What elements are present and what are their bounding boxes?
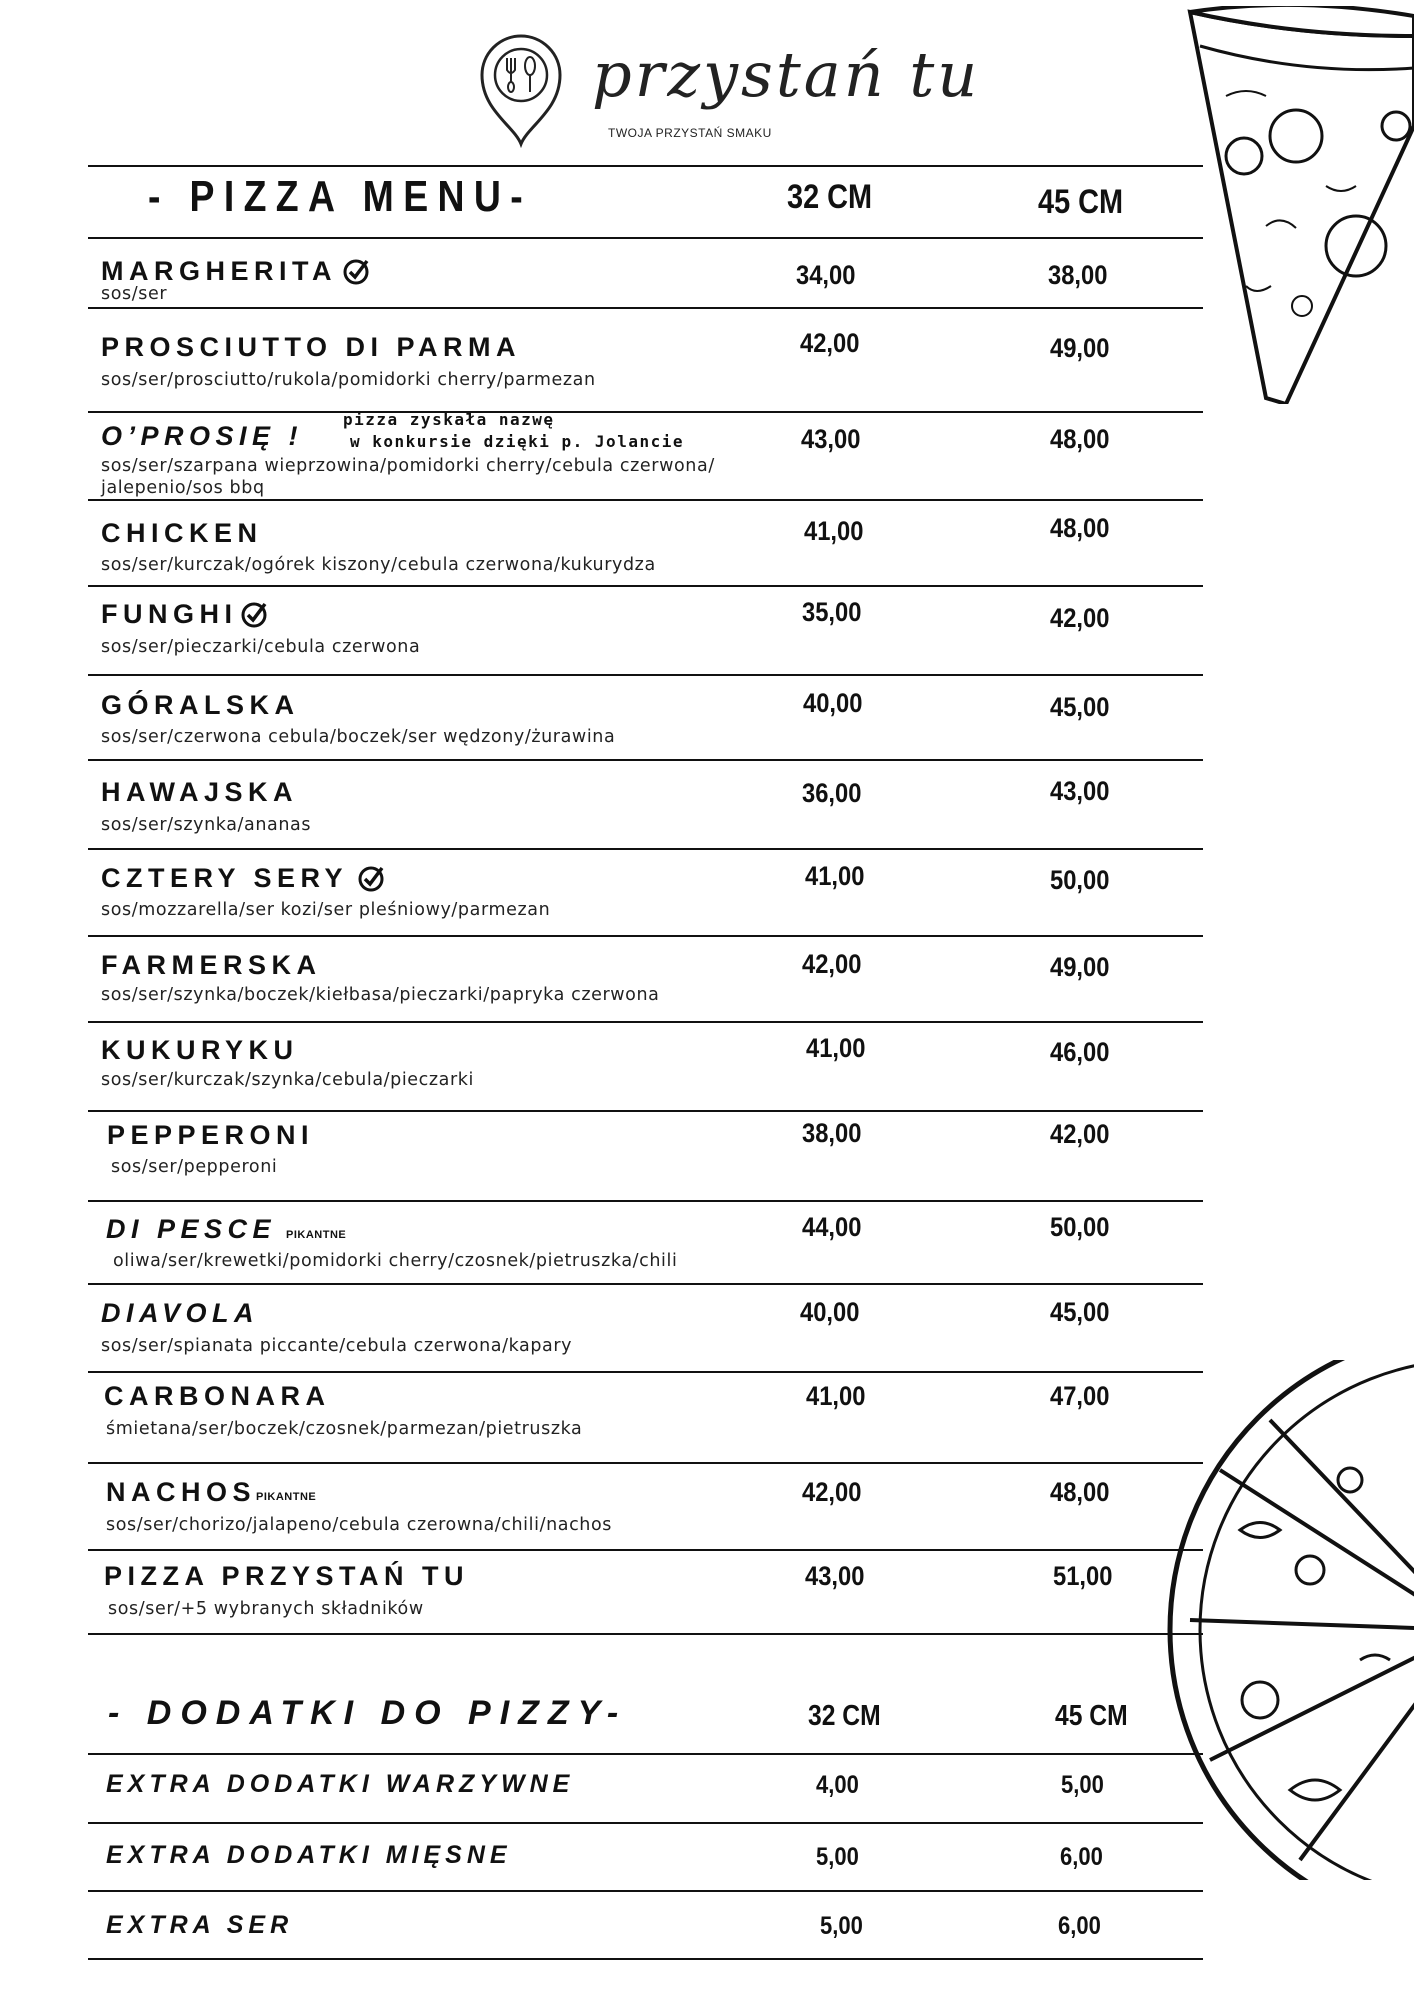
spicy-badge: PIKANTNE xyxy=(256,1491,317,1503)
divider xyxy=(88,1021,1203,1023)
price-32cm: 5,00 xyxy=(816,1843,859,1871)
price-32cm: 35,00 xyxy=(802,597,862,627)
item-name: HAWAJSKA xyxy=(101,777,299,807)
column-header-32cm: 32 CM xyxy=(787,178,873,216)
price-45cm: 43,00 xyxy=(1050,776,1110,806)
item-name: PIZZA PRZYSTAŃ TU xyxy=(104,1561,469,1591)
price-32cm: 38,00 xyxy=(802,1118,862,1148)
item-ingredients: sos/ser/kurczak/szynka/cebula/pieczarki xyxy=(101,1070,474,1090)
item-ingredients: sos/mozzarella/ser kozi/ser pleśniowy/parmezan xyxy=(101,900,551,920)
item-name: GÓRALSKA xyxy=(101,690,300,720)
extras-column-header-32cm: 32 CM xyxy=(808,1700,881,1732)
price-45cm: 42,00 xyxy=(1050,1119,1110,1149)
item-name: KUKURYKU xyxy=(101,1035,299,1065)
divider xyxy=(88,1890,1203,1892)
price-45cm: 46,00 xyxy=(1050,1037,1110,1067)
item-name: FARMERSKA xyxy=(101,950,322,980)
price-45cm: 49,00 xyxy=(1050,333,1110,363)
price-45cm: 5,00 xyxy=(1061,1771,1104,1799)
price-32cm: 34,00 xyxy=(796,260,856,290)
item-ingredients: sos/ser/+5 wybranych składników xyxy=(108,1599,424,1619)
price-45cm: 42,00 xyxy=(1050,603,1110,633)
price-45cm: 50,00 xyxy=(1050,865,1110,895)
price-32cm: 41,00 xyxy=(805,861,865,891)
item-ingredients: jalepenio/sos bbq xyxy=(101,478,265,498)
divider xyxy=(88,411,1203,413)
column-header-45cm: 45 CM xyxy=(1038,183,1124,221)
item-name: DIAVOLA xyxy=(101,1298,259,1328)
item-ingredients: sos/ser/chorizo/jalapeno/cebula czerowna/chili/nachos xyxy=(106,1515,613,1535)
item-ingredients: sos/ser/kurczak/ogórek kiszony/cebula czerwona/kukurydza xyxy=(101,555,656,575)
divider xyxy=(88,1110,1203,1112)
item-ingredients: sos/ser/szynka/boczek/kiełbasa/pieczarki/papryka czerwona xyxy=(101,985,660,1005)
price-32cm: 43,00 xyxy=(801,424,861,454)
vegetarian-check-icon xyxy=(357,865,385,893)
item-name: FUNGHI xyxy=(101,599,238,629)
item-ingredients: sos/ser xyxy=(101,284,168,304)
divider xyxy=(88,674,1203,676)
divider xyxy=(88,585,1203,587)
price-45cm: 49,00 xyxy=(1050,952,1110,982)
price-32cm: 42,00 xyxy=(802,949,862,979)
item-ingredients: śmietana/ser/boczek/czosnek/parmezan/pietruszka xyxy=(106,1419,583,1439)
item-name: PEPPERONI xyxy=(107,1120,315,1150)
divider xyxy=(88,499,1203,501)
price-45cm: 50,00 xyxy=(1050,1212,1110,1242)
item-ingredients: sos/ser/pieczarki/cebula czerwona xyxy=(101,637,421,657)
price-45cm: 45,00 xyxy=(1050,692,1110,722)
price-45cm: 6,00 xyxy=(1058,1912,1101,1940)
vegetarian-check-icon xyxy=(342,258,370,286)
vegetarian-check-icon xyxy=(240,601,268,629)
pizza-menu-title: - PIZZA MENU- xyxy=(148,172,533,221)
price-32cm: 4,00 xyxy=(816,1771,859,1799)
extras-title: - DODATKI DO PIZZY- xyxy=(108,1694,628,1732)
price-45cm: 48,00 xyxy=(1050,513,1110,543)
divider xyxy=(88,1200,1203,1202)
price-45cm: 6,00 xyxy=(1060,1843,1103,1871)
price-32cm: 40,00 xyxy=(800,1297,860,1327)
price-45cm: 38,00 xyxy=(1048,260,1108,290)
item-name: NACHOS xyxy=(106,1477,257,1507)
divider xyxy=(88,935,1203,937)
item-name: DI PESCE xyxy=(106,1214,277,1244)
price-32cm: 41,00 xyxy=(806,1381,866,1411)
brand-name: przystań tu xyxy=(592,38,981,111)
item-name: CARBONARA xyxy=(104,1381,331,1411)
divider xyxy=(88,1958,1203,1960)
item-ingredients: oliwa/ser/krewetki/pomidorki cherry/czosnek/pietruszka/chili xyxy=(113,1251,678,1271)
divider xyxy=(88,1283,1203,1285)
item-name: MARGHERITA xyxy=(101,256,337,286)
price-45cm: 48,00 xyxy=(1050,424,1110,454)
price-32cm: 42,00 xyxy=(800,328,860,358)
item-ingredients: sos/ser/prosciutto/rukola/pomidorki cherry/parmezan xyxy=(101,370,596,390)
divider xyxy=(88,1462,1203,1464)
price-45cm: 45,00 xyxy=(1050,1297,1110,1327)
item-name: PROSCIUTTO DI PARMA xyxy=(101,332,522,362)
extras-item-name: EXTRA SER xyxy=(106,1911,294,1939)
price-45cm: 51,00 xyxy=(1053,1561,1113,1591)
divider xyxy=(88,1549,1203,1551)
price-32cm: 5,00 xyxy=(820,1912,863,1940)
price-32cm: 44,00 xyxy=(802,1212,862,1242)
divider xyxy=(88,1633,1203,1635)
item-ingredients: sos/ser/pepperoni xyxy=(111,1157,278,1177)
divider xyxy=(88,237,1203,239)
spicy-badge: PIKANTNE xyxy=(286,1229,347,1241)
divider xyxy=(88,307,1203,309)
item-name: CHICKEN xyxy=(101,518,263,548)
price-32cm: 36,00 xyxy=(802,778,862,808)
divider xyxy=(88,1822,1203,1824)
price-32cm: 41,00 xyxy=(804,516,864,546)
item-name: O’PROSIĘ ! xyxy=(101,421,304,451)
extras-item-name: EXTRA DODATKI MIĘSNE xyxy=(106,1841,512,1869)
item-ingredients: sos/ser/szynka/ananas xyxy=(101,815,312,835)
item-name: CZTERY SERY xyxy=(101,863,349,893)
price-45cm: 48,00 xyxy=(1050,1477,1110,1507)
price-32cm: 41,00 xyxy=(806,1033,866,1063)
item-ingredients: sos/ser/szarpana wieprzowina/pomidorki cherry/cebula czerwona/ xyxy=(101,456,715,476)
item-note: w konkursie dzięki p. Jolancie xyxy=(350,432,684,451)
extras-column-header-45cm: 45 CM xyxy=(1055,1700,1128,1732)
price-32cm: 42,00 xyxy=(802,1477,862,1507)
price-32cm: 40,00 xyxy=(803,688,863,718)
item-note: pizza zyskała nazwę xyxy=(343,410,555,429)
item-ingredients: sos/ser/czerwona cebula/boczek/ser wędzony/żurawina xyxy=(101,727,616,747)
price-45cm: 47,00 xyxy=(1050,1381,1110,1411)
pizza-slice-illustration xyxy=(1186,6,1414,404)
divider xyxy=(88,165,1203,167)
logo-pin-icon xyxy=(474,30,568,148)
divider xyxy=(88,1753,1203,1755)
extras-item-name: EXTRA DODATKI WARZYWNE xyxy=(106,1770,575,1798)
divider xyxy=(88,1371,1203,1373)
price-32cm: 43,00 xyxy=(805,1561,865,1591)
item-ingredients: sos/ser/spianata piccante/cebula czerwona/kapary xyxy=(101,1336,573,1356)
divider xyxy=(88,759,1203,761)
brand-tagline: TWOJA PRZYSTAŃ SMAKU xyxy=(608,126,772,140)
divider xyxy=(88,848,1203,850)
whole-pizza-illustration xyxy=(1150,1360,1414,1880)
